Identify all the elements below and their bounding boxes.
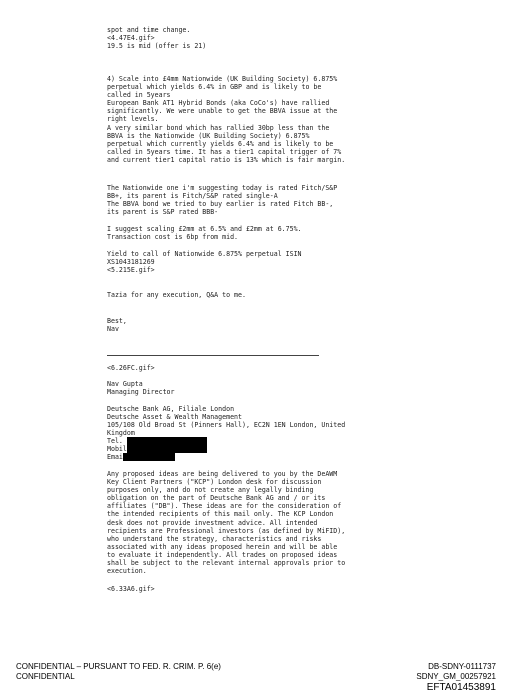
confidential-line: CONFIDENTIAL — [16, 672, 75, 681]
text-line: desk does not provide investment advice. All intended — [107, 518, 318, 527]
text-line: spot and time change. — [107, 26, 191, 34]
image-placeholder: <5.215E.gif> — [107, 266, 155, 275]
company-line: Kingdom — [107, 429, 135, 438]
text-line: its parent is S&P rated BBB- — [107, 208, 219, 217]
text-line: called in 5years time. It has a tier1 capital trigger of 7% — [107, 147, 342, 156]
text-line: affiliates ("DB"). These ideas are for the consideration of — [107, 502, 342, 511]
text-line: and current tier1 capital ratio is 13% which is fair margin. — [107, 155, 346, 164]
company-line: 105/108 Old Broad St (Pinners Hall), EC2N 1EN London, United — [107, 421, 346, 430]
signature-title: Managing Director — [107, 388, 175, 397]
contact-details — [107, 437, 397, 461]
text-line: 4) Scale into £4mm Nationwide (UK Building Society) 6.875% — [107, 75, 338, 83]
redaction-box — [127, 445, 207, 453]
text-line: 19.5 is mid (offer is 21) — [107, 42, 207, 51]
text-line: Yield to call of Nationwide 6.875% perpetual ISIN — [107, 250, 302, 258]
email-label: Emai — [107, 453, 123, 462]
signature-name: Nav Gupta — [107, 380, 143, 388]
text-line: purposes only, and do not create any legally binding — [107, 486, 314, 495]
company-line: Deutsche Bank AG, Filiale London — [107, 405, 235, 413]
text-line: associated with any ideas proposed herein and will be able — [107, 542, 338, 551]
scaling-paragraph — [107, 225, 397, 241]
text-line: BBVA is the Nationwide (UK Building Society) 6.875% — [107, 131, 310, 140]
signature-divider — [107, 355, 319, 356]
bates-numbers — [416, 662, 496, 693]
image-placeholder: <6.26FC.gif> — [107, 364, 155, 372]
text-line: to evaluate it independently. All trades on proposed ideas — [107, 550, 338, 559]
contact-mobile — [107, 445, 397, 453]
company-line: Deutsche Asset & Wealth Management — [107, 413, 242, 422]
tel-label: Tel. — [107, 437, 123, 445]
text-line: right levels. — [107, 115, 159, 124]
text-line: European Bank AT1 Hybrid Bonds (aka CoCo's) have rallied — [107, 99, 330, 108]
text-line: the intended recipients of this mail only. The KCP London — [107, 510, 334, 519]
signature-block — [107, 380, 397, 396]
email-fragment-spot — [107, 26, 397, 50]
text-line: significantly. We were unable to get the BBVA issue at the — [107, 107, 338, 116]
text-line: I suggest scaling £2mm at 6.5% and £2mm at 6.75%. — [107, 225, 302, 233]
sign-off — [107, 317, 397, 333]
contact-email — [107, 453, 397, 461]
text-line: A very similar bond which has rallied 30bp less than the — [107, 123, 330, 132]
bates-number: DB-SDNY-0111737 — [428, 662, 496, 671]
image-placeholder: <6.33A6.gif> — [107, 585, 155, 593]
text-line: The Nationwide one i'm suggesting today is rated Fitch/S&P — [107, 184, 338, 192]
text-line: perpetual which yields 6.4% in GBP and is likely to be — [107, 83, 322, 92]
sign-off-greeting: Best, — [107, 317, 127, 325]
text-line: who understand the strategy, characteristics and risks — [107, 534, 322, 543]
image-placeholder: <4.47E4.gif> — [107, 34, 155, 43]
text-line: execution. — [107, 567, 147, 576]
contact-tel — [107, 437, 397, 445]
execution-note — [107, 291, 397, 299]
redaction-box — [127, 437, 207, 445]
text-line: Transaction cost is 6bp from mid. — [107, 233, 239, 242]
text-line: Tazia for any execution, Q&A to me. — [107, 291, 246, 299]
disclaimer-paragraph — [107, 470, 397, 575]
mobile-label: Mobil — [107, 445, 127, 454]
ratings-paragraph — [107, 184, 397, 216]
text-line: Any proposed ideas are being delivered to you by the DeAWM — [107, 470, 338, 478]
sign-off-name: Nav — [107, 325, 119, 334]
bates-number: EFTA01453891 — [426, 682, 496, 693]
bates-number: SDNY_GM_00257921 — [416, 672, 496, 681]
confidential-notice — [16, 662, 221, 682]
yield-paragraph — [107, 250, 397, 274]
redaction-box — [123, 453, 175, 461]
company-address — [107, 405, 397, 437]
isin-code: XS1043181269 — [107, 258, 155, 267]
text-line: obligation on the part of Deutsche Bank AG and / or its — [107, 494, 326, 503]
text-line: BB+, its parent is Fitch/S&P rated single-A — [107, 192, 278, 201]
text-line: recipients are Professional investors (as defined by MiFID), — [107, 526, 346, 535]
trade-idea-paragraph — [107, 75, 397, 164]
text-line: perpetual which currently yields 6.4% and is likely to be — [107, 139, 334, 148]
text-line: The BBVA bond we tried to buy earlier is rated Fitch BB-, — [107, 200, 334, 209]
text-line: shall be subject to the relevant internal approvals prior to — [107, 559, 346, 568]
closing-image-ref — [107, 585, 397, 593]
text-line: Key Client Partners ("KCP") London desk for discussion — [107, 478, 322, 487]
text-line: called in 5years — [107, 91, 171, 100]
signature-image-ref — [107, 364, 397, 372]
confidential-line: CONFIDENTIAL – PURSUANT TO FED. R. CRIM. P. 6(e) — [16, 662, 221, 671]
